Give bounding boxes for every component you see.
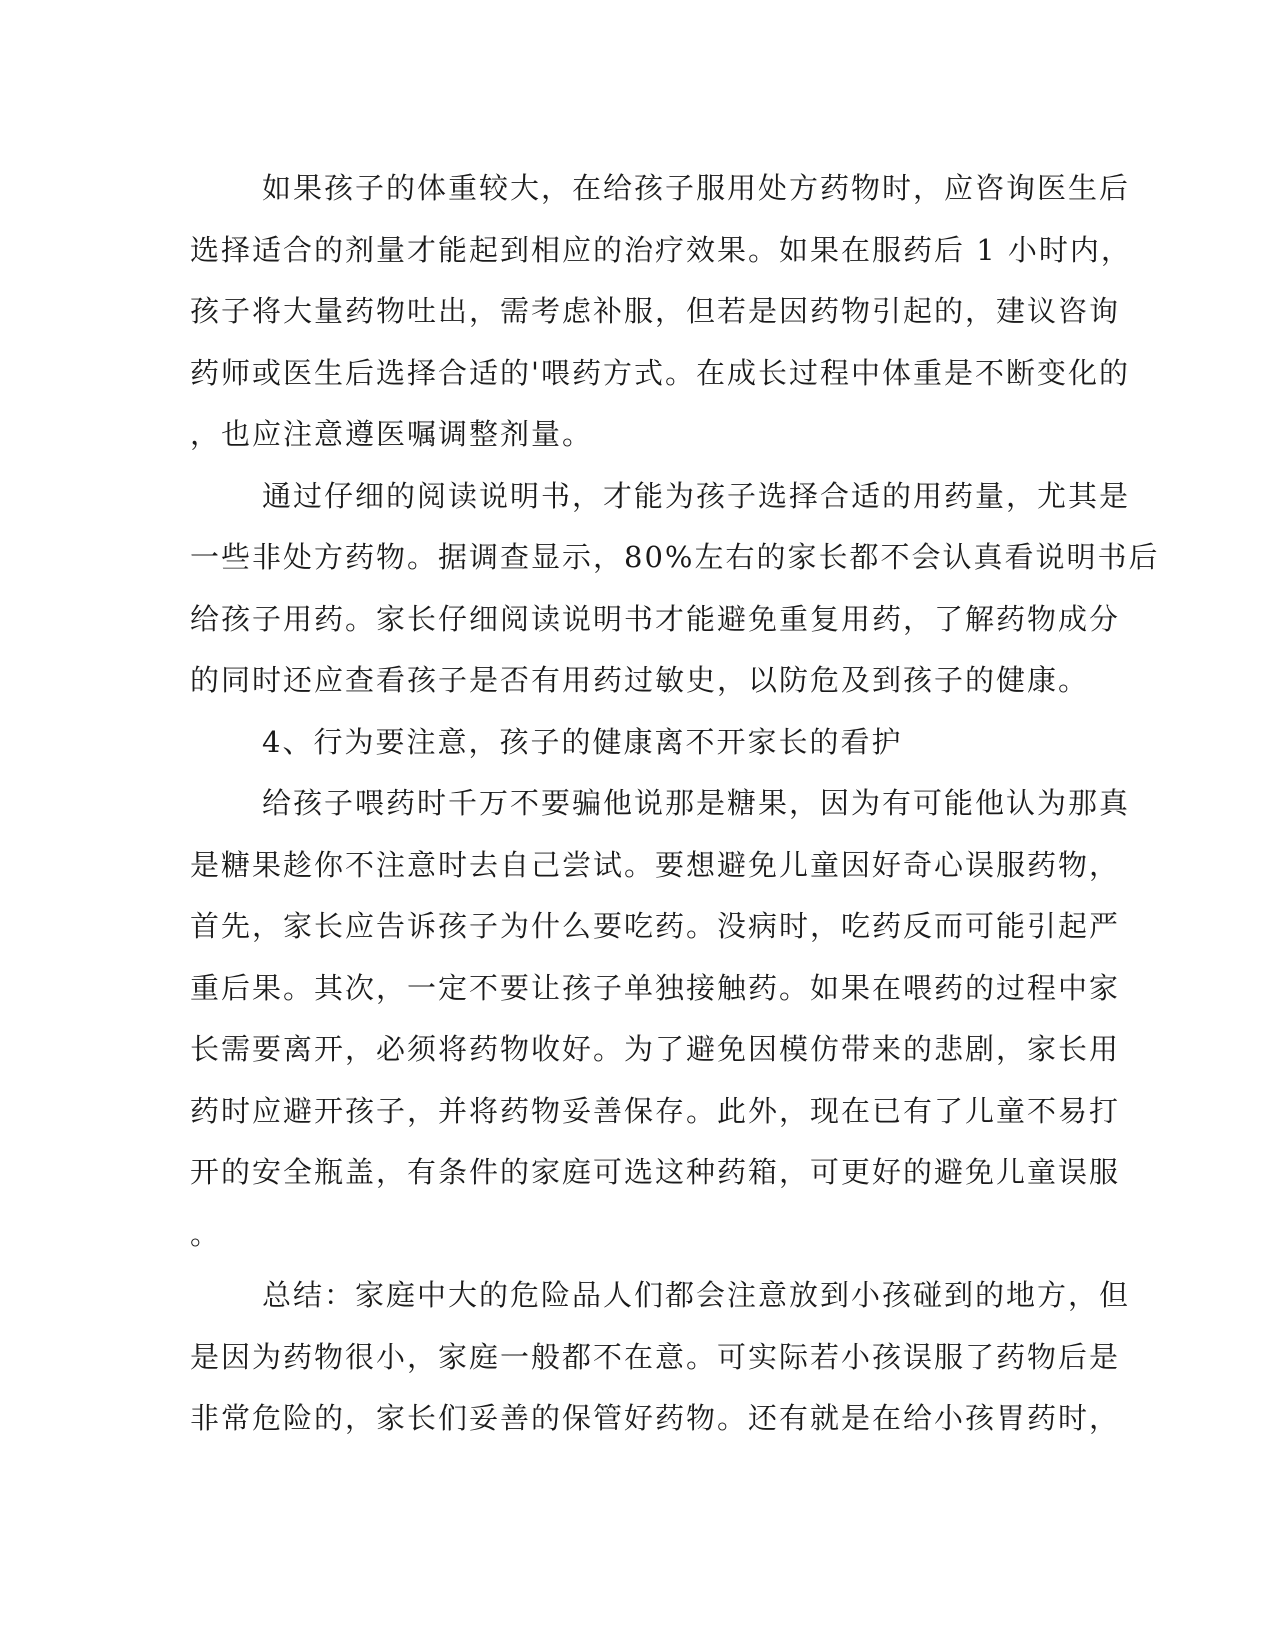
text-line: 开的安全瓶盖，有条件的家庭可选这种药箱，可更好的避免儿童误服	[190, 1155, 1121, 1189]
text-line: 是糖果趁你不注意时去自己尝试。要想避免儿童因好奇心误服药物，	[190, 847, 1121, 882]
text-line: 总结：家庭中大的危险品人们都会注意放到小孩碰到的地方，但	[262, 1278, 1131, 1312]
text-line: 给孩子用药。家长仔细阅读说明书才能避免重复用药，了解药物成分	[190, 601, 1121, 636]
text-line: 药时应避开孩子，并将药物妥善保存。此外，现在已有了儿童不易打	[190, 1093, 1121, 1128]
text-line: 非常危险的，家长们妥善的保管好药物。还有就是在给小孩胃药时，	[190, 1401, 1121, 1435]
text-line: 一些非处方药物。据调查显示，80%左右的家长都不会认真看说明书后	[190, 540, 1160, 574]
text-line: 通过仔细的阅读说明书，才能为孩子选择合适的用药量，尤其是	[262, 478, 1131, 513]
paragraph-dosage	[190, 158, 1132, 466]
paragraph-summary	[190, 1265, 1131, 1450]
text-line: 孩子将大量药物吐出，需考虑补服，但若是因药物引起的，建议咨询	[190, 294, 1121, 328]
text-line: 选择适合的剂量才能起到相应的治疗效果。如果在服药后 1 小时内，	[190, 232, 1132, 267]
heading-text: 4、行为要注意，孩子的健康离不开家长的看护	[262, 724, 903, 759]
text-line: 。	[190, 1216, 222, 1251]
text-line: 长需要离开，必须将药物收好。为了避免因模仿带来的悲剧，家长用	[190, 1032, 1121, 1066]
paragraph-instructions	[190, 466, 1160, 712]
text-line: 药师或医生后选择合适的'喂药方式。在成长过程中体重是不断变化的	[190, 355, 1130, 390]
text-line: 给孩子喂药时千万不要骗他说那是糖果，因为有可能他认为那真	[262, 786, 1131, 820]
section-heading	[190, 712, 1090, 774]
text-line: 重后果。其次，一定不要让孩子单独接触药。如果在喂药的过程中家	[190, 970, 1121, 1005]
text-line: 如果孩子的体重较大，在给孩子服用处方药物时，应咨询医生后	[262, 171, 1131, 205]
text-line: 的同时还应查看孩子是否有用药过敏史，以防危及到孩子的健康。	[190, 663, 1090, 697]
document-body	[190, 158, 1160, 1450]
text-line: 首先，家长应告诉孩子为什么要吃药。没病时，吃药反而可能引起严	[190, 909, 1121, 943]
text-line: 是因为药物很小，家庭一般都不在意。可实际若小孩误服了药物后是	[190, 1339, 1121, 1374]
paragraph-behavior	[190, 773, 1131, 1265]
text-line: ，也应注意遵医嘱调整剂量。	[190, 417, 594, 451]
